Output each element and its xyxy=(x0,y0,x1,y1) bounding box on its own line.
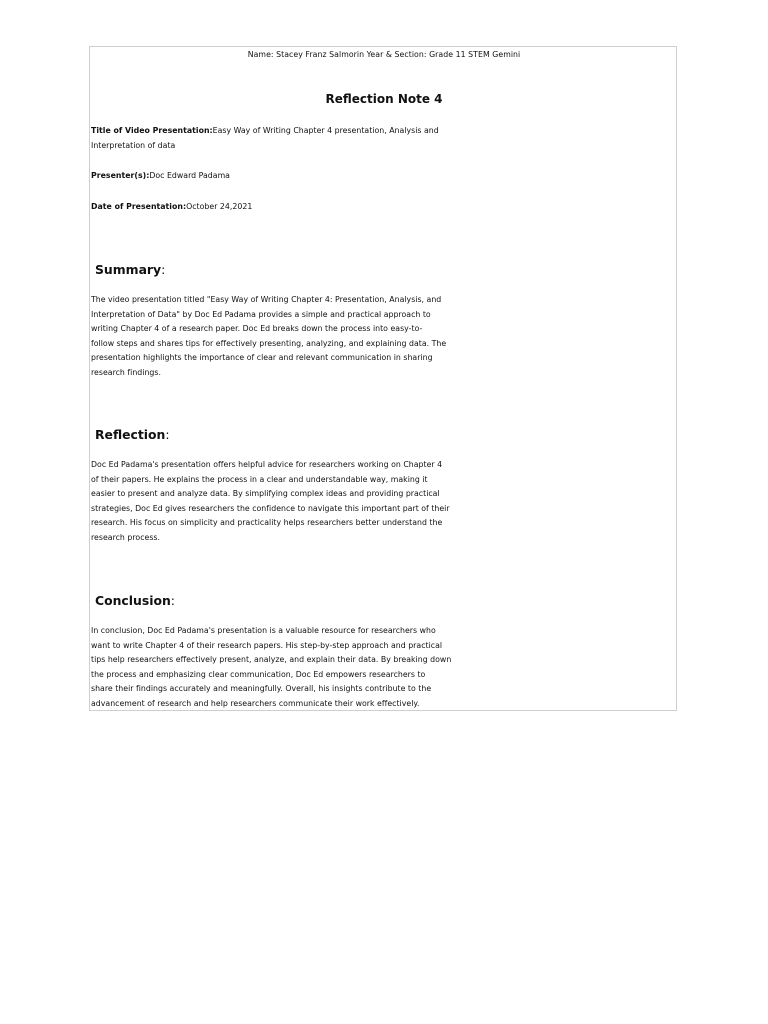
reflection-paragraph xyxy=(91,458,679,546)
name-section-line: Name: Stacey Franz Salmorin Year & Section: Grade 11 STEM Gemini xyxy=(247,50,521,59)
conclusion-paragraph xyxy=(91,624,679,712)
reflection-line: strategies, Doc Ed gives researchers the confidence to navigate this important part of their xyxy=(91,503,450,513)
reflection-line: research. His focus on simplicity and practicality helps researchers better understand the xyxy=(91,518,443,528)
summary-paragraph xyxy=(91,293,679,381)
date-label: Date of Presentation: xyxy=(91,202,187,211)
conclusion-line: In conclusion, Doc Ed Padama's presentation is a valuable resource for researchers who xyxy=(91,626,436,635)
summary-line: The video presentation titled "Easy Way of Writing Chapter 4: Presentation, Analysis, and xyxy=(91,295,442,304)
summary-line: Interpretation of Data" by Doc Ed Padama provides a simple and practical approach to xyxy=(91,309,431,319)
summary-line: follow steps and shares tips for effectively presenting, analyzing, and explaining data. The xyxy=(91,338,447,348)
conclusion-heading-text: Conclusion xyxy=(95,593,171,608)
reflection-line: Doc Ed Padama's presentation offers helpful advice for researchers working on Chapter 4 xyxy=(91,460,443,469)
summary-line: writing Chapter 4 of a research paper. Doc Ed breaks down the process into easy-to- xyxy=(91,324,423,334)
conclusion-line: want to write Chapter 4 of their research papers. His step-by-step approach and practical xyxy=(91,640,443,650)
conclusion-line: share their findings accurately and meaningfully. Overall, his insights contribute to the xyxy=(91,684,432,694)
reflection-heading-text: Reflection xyxy=(95,427,166,442)
reflection-line: easier to present and analyze data. By simplifying complex ideas and providing practical xyxy=(91,489,440,499)
video-title-value-2: Interpretation of data xyxy=(91,140,176,150)
conclusion-line: advancement of research and help researchers communicate their work effectively. xyxy=(91,698,420,708)
summary-line: research findings. xyxy=(91,367,161,377)
reflection-heading-colon: : xyxy=(165,427,170,442)
presenter-field xyxy=(91,169,679,184)
document-page xyxy=(89,46,677,711)
conclusion-heading xyxy=(95,593,175,608)
document-title: Reflection Note 4 xyxy=(325,92,443,106)
reflection-line: of their papers. He explains the process in a clear and understandable way, making it xyxy=(91,474,428,484)
summary-heading-colon: : xyxy=(161,262,166,277)
video-title-value-1: Easy Way of Writing Chapter 4 presentation, Analysis and xyxy=(212,126,439,135)
date-field xyxy=(91,200,679,215)
summary-line: presentation highlights the importance of clear and relevant communication in sharing xyxy=(91,353,433,363)
date-value: October 24,2021 xyxy=(186,202,253,211)
reflection-line: research process. xyxy=(91,532,160,542)
summary-heading-text: Summary xyxy=(95,262,162,277)
conclusion-line: the process and emphasizing clear communication, Doc Ed empowers researchers to xyxy=(91,669,426,679)
summary-heading xyxy=(95,262,165,277)
conclusion-line: tips help researchers effectively present, analyze, and explain their data. By breaking down xyxy=(91,655,452,665)
conclusion-heading-colon: : xyxy=(170,593,175,608)
presenter-value: Doc Edward Padama xyxy=(149,171,230,180)
video-title-field xyxy=(91,124,679,153)
reflection-heading xyxy=(95,427,170,442)
video-title-label: Title of Video Presentation: xyxy=(91,126,213,135)
presenter-label: Presenter(s): xyxy=(91,171,150,180)
